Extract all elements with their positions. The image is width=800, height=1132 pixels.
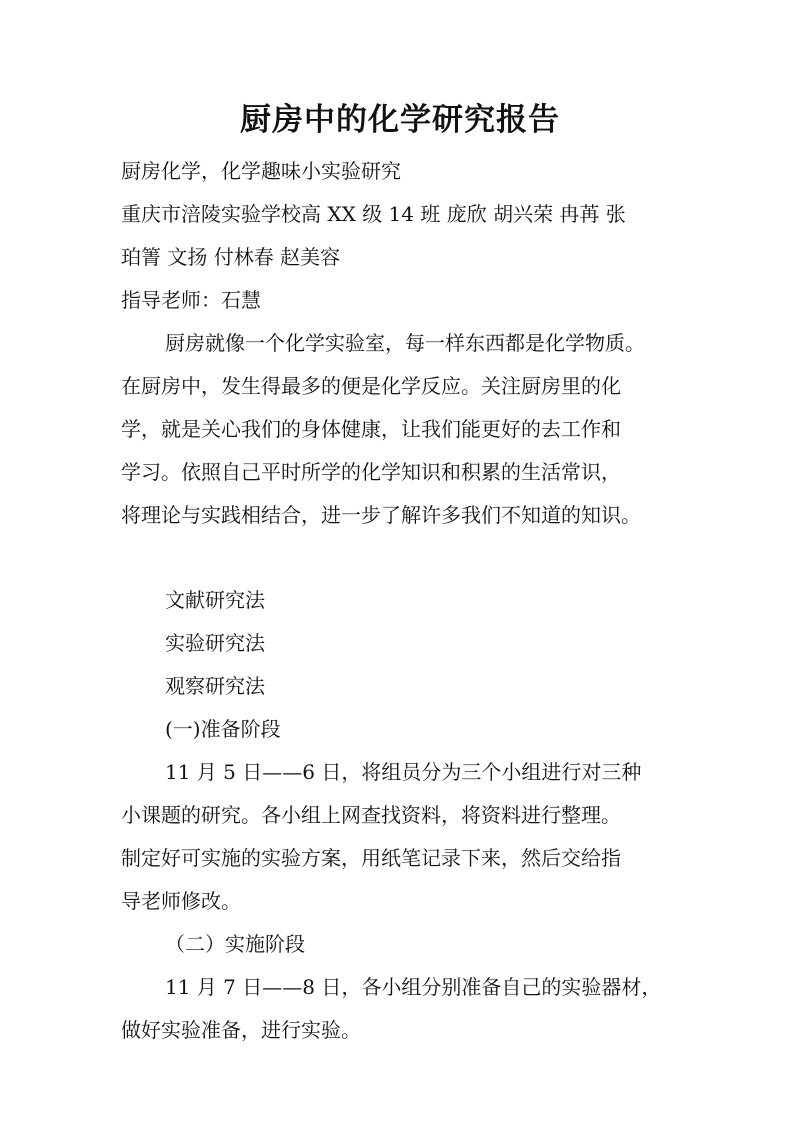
intro-line-1: 厨房就像一个化学实验室，每一样东西都是化学物质。 bbox=[165, 331, 645, 355]
phase1-line-2: 小课题的研究。各小组上网查找资料，将资料进行整理。 bbox=[121, 803, 621, 827]
intro-line-3: 学，就是关心我们的身体健康，让我们能更好的去工作和 bbox=[121, 417, 621, 441]
method-item-experiment: 实验研究法 bbox=[165, 631, 265, 655]
phase1-line-3: 制定好可实施的实验方案，用纸笔记录下来，然后交给指 bbox=[121, 846, 621, 870]
phase2-line-2: 做好实验准备，进行实验。 bbox=[121, 1018, 361, 1042]
phase2-line-1: 11 月 7 日——8 日，各小组分别准备自己的实验器材， bbox=[165, 975, 662, 999]
page-title: 厨房中的化学研究报告 bbox=[240, 102, 560, 138]
intro-line-4: 学习。依照自己平时所学的化学知识和积累的生活常识， bbox=[121, 460, 621, 484]
method-item-observation: 观察研究法 bbox=[165, 674, 265, 698]
authors-line-2: 珀箐 文扬 付林春 赵美容 bbox=[121, 245, 341, 269]
authors-line-1: 重庆市涪陵实验学校高 XX 级 14 班 庞欣 胡兴荣 冉苒 张 bbox=[121, 202, 626, 226]
method-item-literature: 文献研究法 bbox=[165, 588, 265, 612]
phase1-line-1: 11 月 5 日——6 日，将组员分为三个小组进行对三种 bbox=[165, 760, 642, 784]
intro-line-2: 在厨房中，发生得最多的便是化学反应。关注厨房里的化 bbox=[121, 374, 621, 398]
phase1-line-4: 导老师修改。 bbox=[121, 889, 241, 913]
subtitle-line: 厨房化学，化学趣味小实验研究 bbox=[121, 159, 401, 183]
intro-line-5: 将理论与实践相结合，进一步了解许多我们不知道的知识。 bbox=[121, 503, 641, 527]
blank-spacer bbox=[121, 537, 691, 579]
document-body bbox=[121, 150, 691, 1052]
advisor-line: 指导老师：石慧 bbox=[121, 288, 261, 312]
phase2-heading: （二）实施阶段 bbox=[165, 932, 305, 956]
phase1-heading: (一)准备阶段 bbox=[165, 717, 281, 741]
